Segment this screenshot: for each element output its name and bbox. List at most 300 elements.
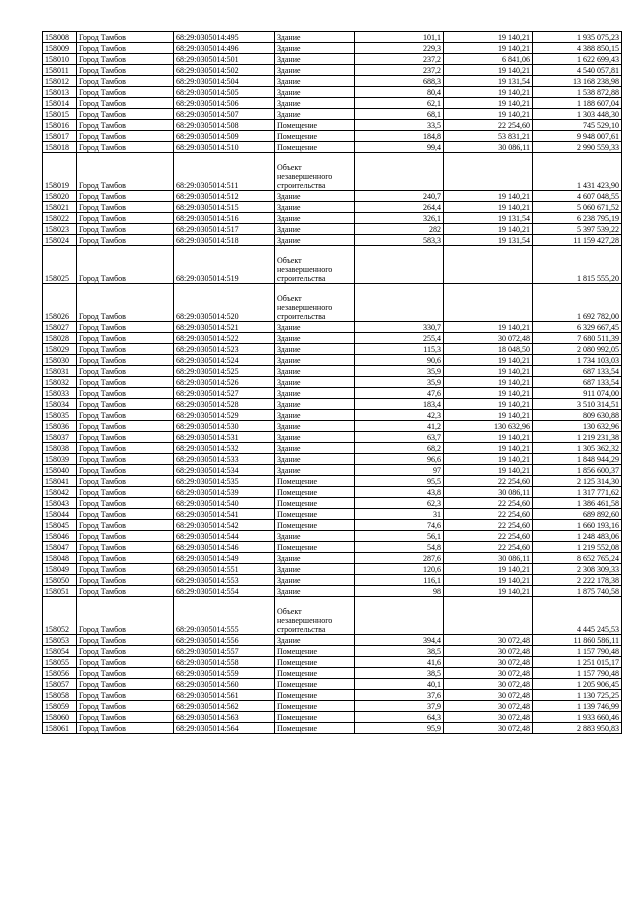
object-type-cell: Здание [275,344,355,355]
table-row [43,679,622,690]
city-cell: Город Тамбов [77,520,174,531]
table-row [43,191,622,202]
cadastral-number-cell: 68:29:0305014:528 [174,399,275,410]
area-cell: 68,1 [355,109,444,120]
table-row [43,153,622,191]
city-cell: Город Тамбов [77,235,174,246]
row-number-cell: 158048 [43,553,77,564]
cadastral-value-cell: 2 883 950,83 [533,723,622,734]
city-cell: Город Тамбов [77,487,174,498]
unit-value-cell [444,153,533,191]
row-number-cell: 158037 [43,432,77,443]
cadastral-value-cell: 3 510 314,51 [533,399,622,410]
cadastral-value-cell: 1 219 231,38 [533,432,622,443]
cadastral-value-cell: 1 157 790,48 [533,646,622,657]
cadastral-number-cell: 68:29:0305014:532 [174,443,275,454]
table-row [43,246,622,284]
table-row [43,635,622,646]
cadastral-value-cell: 911 074,00 [533,388,622,399]
city-cell: Город Тамбов [77,498,174,509]
object-type-cell: Здание [275,109,355,120]
city-cell: Город Тамбов [77,432,174,443]
cadastral-number-cell: 68:29:0305014:561 [174,690,275,701]
city-cell: Город Тамбов [77,564,174,575]
cadastral-value-cell: 1 303 448,30 [533,109,622,120]
object-type-cell: Помещение [275,723,355,734]
unit-value-cell: 22 254,60 [444,542,533,553]
city-cell: Город Тамбов [77,355,174,366]
table-row [43,142,622,153]
table-row [43,224,622,235]
cadastral-number-cell: 68:29:0305014:541 [174,509,275,520]
unit-value-cell: 19 140,21 [444,355,533,366]
cadastral-value-cell: 4 607 048,55 [533,191,622,202]
row-number-cell: 158023 [43,224,77,235]
city-cell: Город Тамбов [77,191,174,202]
area-cell: 68,2 [355,443,444,454]
unit-value-cell: 30 072,48 [444,712,533,723]
city-cell: Город Тамбов [77,43,174,54]
object-type-cell: Помещение [275,668,355,679]
table-row [43,43,622,54]
area-cell: 229,3 [355,43,444,54]
unit-value-cell: 18 048,50 [444,344,533,355]
table-row [43,388,622,399]
table-row [43,421,622,432]
cadastral-number-cell: 68:29:0305014:562 [174,701,275,712]
object-type-cell: Здание [275,410,355,421]
row-number-cell: 158047 [43,542,77,553]
object-type-cell: Помещение [275,498,355,509]
row-number-cell: 158060 [43,712,77,723]
row-number-cell: 158040 [43,465,77,476]
cadastral-number-cell: 68:29:0305014:510 [174,142,275,153]
city-cell: Город Тамбов [77,202,174,213]
unit-value-cell: 30 072,48 [444,333,533,344]
object-type-cell: Помещение [275,646,355,657]
cadastral-value-cell: 1 875 740,58 [533,586,622,597]
area-cell: 583,3 [355,235,444,246]
cadastral-value-cell: 745 529,10 [533,120,622,131]
cadastral-number-cell: 68:29:0305014:551 [174,564,275,575]
city-cell: Город Тамбов [77,586,174,597]
table-row [43,98,622,109]
city-cell: Город Тамбов [77,531,174,542]
object-type-cell: Объект незавершенного строительства [275,153,355,191]
unit-value-cell [444,284,533,322]
row-number-cell: 158008 [43,32,77,43]
unit-value-cell: 19 140,21 [444,388,533,399]
table-row [43,344,622,355]
row-number-cell: 158053 [43,635,77,646]
object-type-cell: Помещение [275,476,355,487]
unit-value-cell: 30 072,48 [444,723,533,734]
object-type-cell: Помещение [275,509,355,520]
table-row [43,476,622,487]
object-type-cell: Помещение [275,690,355,701]
row-number-cell: 158017 [43,131,77,142]
area-cell: 38,5 [355,668,444,679]
unit-value-cell: 30 072,48 [444,646,533,657]
table-row [43,712,622,723]
row-number-cell: 158033 [43,388,77,399]
area-cell: 37,6 [355,690,444,701]
row-number-cell: 158035 [43,410,77,421]
table-row [43,322,622,333]
area-cell: 74,6 [355,520,444,531]
city-cell: Город Тамбов [77,690,174,701]
cadastral-value-cell: 11 159 427,28 [533,235,622,246]
unit-value-cell: 30 086,11 [444,553,533,564]
cadastral-value-cell: 9 948 007,61 [533,131,622,142]
object-type-cell: Здание [275,213,355,224]
cadastral-number-cell: 68:29:0305014:525 [174,366,275,377]
area-cell: 35,9 [355,366,444,377]
row-number-cell: 158022 [43,213,77,224]
cadastral-value-cell: 1 248 483,06 [533,531,622,542]
object-type-cell: Здание [275,98,355,109]
object-type-cell: Объект незавершенного строительства [275,597,355,635]
area-cell: 688,3 [355,76,444,87]
cadastral-value-cell: 1 622 699,43 [533,54,622,65]
area-cell: 33,5 [355,120,444,131]
row-number-cell: 158050 [43,575,77,586]
cadastral-number-cell: 68:29:0305014:517 [174,224,275,235]
unit-value-cell: 30 072,48 [444,679,533,690]
cadastral-value-cell: 6 329 667,45 [533,322,622,333]
cadastral-value-cell: 5 060 671,52 [533,202,622,213]
row-number-cell: 158041 [43,476,77,487]
row-number-cell: 158042 [43,487,77,498]
table-row [43,333,622,344]
object-type-cell: Здание [275,224,355,235]
table-row [43,399,622,410]
unit-value-cell: 19 140,21 [444,43,533,54]
cadastral-value-cell: 13 168 238,98 [533,76,622,87]
unit-value-cell: 19 140,21 [444,454,533,465]
cadastral-value-cell: 689 892,60 [533,509,622,520]
object-type-cell: Здание [275,399,355,410]
cadastral-number-cell: 68:29:0305014:531 [174,432,275,443]
object-type-cell: Помещение [275,120,355,131]
cadastral-value-cell: 2 222 178,38 [533,575,622,586]
area-cell: 264,4 [355,202,444,213]
object-type-cell: Здание [275,43,355,54]
cadastral-value-cell: 1 815 555,20 [533,246,622,284]
table-row [43,597,622,635]
city-cell: Город Тамбов [77,399,174,410]
row-number-cell: 158034 [43,399,77,410]
city-cell: Город Тамбов [77,465,174,476]
row-number-cell: 158016 [43,120,77,131]
cadastral-value-cell: 1 219 552,08 [533,542,622,553]
city-cell: Город Тамбов [77,597,174,635]
table-row [43,575,622,586]
area-cell: 394,4 [355,635,444,646]
object-type-cell: Помещение [275,142,355,153]
table-row [43,443,622,454]
object-type-cell: Здание [275,322,355,333]
cadastral-number-cell: 68:29:0305014:522 [174,333,275,344]
city-cell: Город Тамбов [77,377,174,388]
area-cell: 63,7 [355,432,444,443]
object-type-cell: Помещение [275,701,355,712]
cadastral-number-cell: 68:29:0305014:542 [174,520,275,531]
cadastral-number-cell: 68:29:0305014:506 [174,98,275,109]
row-number-cell: 158056 [43,668,77,679]
table-row [43,487,622,498]
area-cell: 183,4 [355,399,444,410]
cadastral-number-cell: 68:29:0305014:520 [174,284,275,322]
unit-value-cell: 19 140,21 [444,202,533,213]
area-cell: 35,9 [355,377,444,388]
table-row [43,377,622,388]
city-cell: Город Тамбов [77,322,174,333]
table-row [43,498,622,509]
cadastral-number-cell: 68:29:0305014:527 [174,388,275,399]
city-cell: Город Тамбов [77,679,174,690]
unit-value-cell: 30 072,48 [444,701,533,712]
table-row [43,410,622,421]
document-page [42,31,621,734]
area-cell: 54,8 [355,542,444,553]
cadastral-value-cell: 7 680 511,39 [533,333,622,344]
city-cell: Город Тамбов [77,76,174,87]
cadastral-number-cell: 68:29:0305014:512 [174,191,275,202]
cadastral-value-cell: 1 848 944,29 [533,454,622,465]
object-type-cell: Здание [275,54,355,65]
unit-value-cell: 19 140,21 [444,322,533,333]
city-cell: Город Тамбов [77,668,174,679]
cadastral-number-cell: 68:29:0305014:535 [174,476,275,487]
object-type-cell: Помещение [275,679,355,690]
cadastral-value-cell: 1 933 660,46 [533,712,622,723]
cadastral-value-cell: 1 139 746,99 [533,701,622,712]
cadastral-number-cell: 68:29:0305014:523 [174,344,275,355]
table-row [43,668,622,679]
cadastral-value-cell: 8 652 765,24 [533,553,622,564]
object-type-cell: Объект незавершенного строительства [275,246,355,284]
cadastral-value-cell: 1 386 461,58 [533,498,622,509]
table-row [43,213,622,224]
cadastral-number-cell: 68:29:0305014:505 [174,87,275,98]
row-number-cell: 158057 [43,679,77,690]
table-row [43,432,622,443]
unit-value-cell: 19 140,21 [444,564,533,575]
cadastral-number-cell: 68:29:0305014:509 [174,131,275,142]
row-number-cell: 158019 [43,153,77,191]
table-row [43,723,622,734]
city-cell: Город Тамбов [77,542,174,553]
area-cell [355,284,444,322]
table-row [43,202,622,213]
cadastral-value-cell: 6 238 795,19 [533,213,622,224]
unit-value-cell: 30 072,48 [444,635,533,646]
city-cell: Город Тамбов [77,646,174,657]
unit-value-cell: 19 140,21 [444,32,533,43]
object-type-cell: Здание [275,531,355,542]
table-row [43,542,622,553]
table-row [43,657,622,668]
unit-value-cell: 22 254,60 [444,120,533,131]
city-cell: Город Тамбов [77,98,174,109]
cadastral-value-cell: 130 632,96 [533,421,622,432]
unit-value-cell: 30 086,11 [444,142,533,153]
unit-value-cell: 19 140,21 [444,98,533,109]
area-cell: 115,3 [355,344,444,355]
row-number-cell: 158055 [43,657,77,668]
unit-value-cell: 19 131,54 [444,76,533,87]
cadastral-number-cell: 68:29:0305014:507 [174,109,275,120]
unit-value-cell: 22 254,60 [444,476,533,487]
object-type-cell: Помещение [275,712,355,723]
object-type-cell: Здание [275,377,355,388]
cadastral-number-cell: 68:29:0305014:511 [174,153,275,191]
cadastral-number-cell: 68:29:0305014:559 [174,668,275,679]
area-cell: 101,1 [355,32,444,43]
object-type-cell: Здание [275,32,355,43]
area-cell: 80,4 [355,87,444,98]
table-row [43,701,622,712]
object-type-cell: Здание [275,76,355,87]
table-row [43,76,622,87]
cadastral-number-cell: 68:29:0305014:546 [174,542,275,553]
unit-value-cell: 19 140,21 [444,465,533,476]
city-cell: Город Тамбов [77,120,174,131]
row-number-cell: 158015 [43,109,77,120]
city-cell: Город Тамбов [77,509,174,520]
area-cell: 47,6 [355,388,444,399]
cadastral-number-cell: 68:29:0305014:539 [174,487,275,498]
city-cell: Город Тамбов [77,344,174,355]
city-cell: Город Тамбов [77,131,174,142]
area-cell [355,246,444,284]
area-cell: 90,6 [355,355,444,366]
unit-value-cell: 19 140,21 [444,575,533,586]
table-row [43,120,622,131]
area-cell: 37,9 [355,701,444,712]
cadastral-value-cell: 1 317 771,62 [533,487,622,498]
table-row [43,586,622,597]
area-cell: 116,1 [355,575,444,586]
row-number-cell: 158029 [43,344,77,355]
object-type-cell: Помещение [275,131,355,142]
area-cell: 240,7 [355,191,444,202]
cadastral-number-cell: 68:29:0305014:495 [174,32,275,43]
cadastral-value-cell: 1 251 015,17 [533,657,622,668]
table-row [43,366,622,377]
cadastral-value-cell: 687 133,54 [533,366,622,377]
object-type-cell: Помещение [275,542,355,553]
cadastral-value-cell: 1 660 193,16 [533,520,622,531]
object-type-cell: Здание [275,65,355,76]
area-cell: 41,2 [355,421,444,432]
cadastral-number-cell: 68:29:0305014:518 [174,235,275,246]
city-cell: Город Тамбов [77,712,174,723]
cadastral-value-cell: 1 305 362,32 [533,443,622,454]
unit-value-cell: 19 140,21 [444,586,533,597]
cadastral-number-cell: 68:29:0305014:554 [174,586,275,597]
row-number-cell: 158014 [43,98,77,109]
cadastral-value-cell: 2 990 559,33 [533,142,622,153]
object-type-cell: Здание [275,191,355,202]
row-number-cell: 158039 [43,454,77,465]
unit-value-cell: 30 072,48 [444,668,533,679]
cadastral-number-cell: 68:29:0305014:553 [174,575,275,586]
object-type-cell: Здание [275,355,355,366]
row-number-cell: 158052 [43,597,77,635]
table-row [43,131,622,142]
cadastral-value-cell: 687 133,54 [533,377,622,388]
object-type-cell: Здание [275,465,355,476]
unit-value-cell: 19 140,21 [444,224,533,235]
city-cell: Город Тамбов [77,635,174,646]
unit-value-cell [444,597,533,635]
row-number-cell: 158030 [43,355,77,366]
cadastral-value-cell: 11 860 586,11 [533,635,622,646]
area-cell: 95,9 [355,723,444,734]
cadastral-value-cell: 1 431 423,90 [533,153,622,191]
city-cell: Город Тамбов [77,366,174,377]
cadastral-number-cell: 68:29:0305014:515 [174,202,275,213]
object-type-cell: Помещение [275,487,355,498]
cadastral-number-cell: 68:29:0305014:516 [174,213,275,224]
area-cell: 98 [355,586,444,597]
row-number-cell: 158058 [43,690,77,701]
unit-value-cell: 19 140,21 [444,109,533,120]
city-cell: Город Тамбов [77,109,174,120]
object-type-cell: Здание [275,443,355,454]
row-number-cell: 158011 [43,65,77,76]
unit-value-cell: 19 140,21 [444,377,533,388]
unit-value-cell: 19 140,21 [444,87,533,98]
city-cell: Город Тамбов [77,476,174,487]
row-number-cell: 158046 [43,531,77,542]
table-row [43,355,622,366]
cadastral-value-table [42,31,622,734]
cadastral-value-cell: 1 692 782,00 [533,284,622,322]
unit-value-cell: 19 131,54 [444,235,533,246]
object-type-cell: Здание [275,388,355,399]
object-type-cell: Здание [275,202,355,213]
unit-value-cell [444,246,533,284]
area-cell: 31 [355,509,444,520]
area-cell: 326,1 [355,213,444,224]
row-number-cell: 158044 [43,509,77,520]
cadastral-value-cell: 1 856 600,37 [533,465,622,476]
area-cell: 97 [355,465,444,476]
city-cell: Город Тамбов [77,575,174,586]
area-cell: 38,5 [355,646,444,657]
unit-value-cell: 22 254,60 [444,520,533,531]
city-cell: Город Тамбов [77,333,174,344]
cadastral-number-cell: 68:29:0305014:558 [174,657,275,668]
cadastral-value-cell: 1 130 725,25 [533,690,622,701]
cadastral-number-cell: 68:29:0305014:504 [174,76,275,87]
row-number-cell: 158021 [43,202,77,213]
cadastral-value-cell: 1 205 906,45 [533,679,622,690]
area-cell: 40,1 [355,679,444,690]
unit-value-cell: 19 140,21 [444,191,533,202]
area-cell: 56,1 [355,531,444,542]
row-number-cell: 158043 [43,498,77,509]
unit-value-cell: 30 072,48 [444,690,533,701]
cadastral-number-cell: 68:29:0305014:530 [174,421,275,432]
area-cell: 95,5 [355,476,444,487]
table-row [43,32,622,43]
unit-value-cell: 22 254,60 [444,509,533,520]
area-cell: 64,3 [355,712,444,723]
